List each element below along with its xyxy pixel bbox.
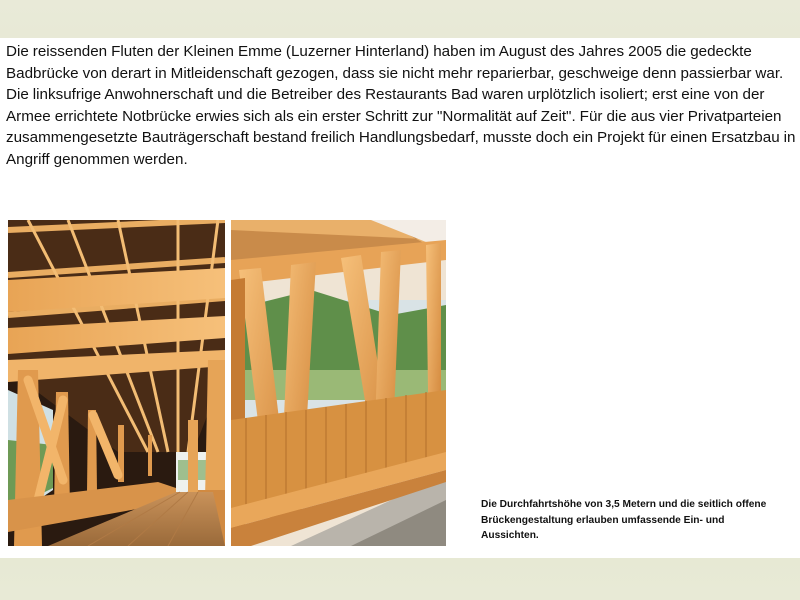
slide bbox=[0, 38, 800, 558]
body-paragraph: Die reissenden Fluten der Kleinen Emme (Luzerner Hinterland) haben im August des Jahres 2005 die gedeckte Badbrücke von derart in Mitleidenschaft gezogen, dass sie nicht mehr reparierbar, geschweige denn passierbar war. Die linksufrige Anwohnerschaft und die Betreiber des Restaurants Bad waren urplötzlich isoliert; erst eine von der Armee errichtete Notbrücke erwies sich als ein erster Schritt zur "Normalität auf Zeit". Für die aus vier Privatparteien zusammengesetzte Bauträgerschaft bestand freilich Handlungsbedarf, musste doch ein Projekt für einen Ersatzbau in Angriff genommen werden. bbox=[6, 43, 796, 168]
bridge-truss-photo bbox=[231, 220, 446, 546]
bridge-interior-photo bbox=[8, 220, 225, 546]
photo-caption: Die Durchfahrtshöhe von 3,5 Metern und die seitlich offene Brückengestaltung erlauben umfassende Ein- und Aussichten. bbox=[481, 499, 767, 541]
